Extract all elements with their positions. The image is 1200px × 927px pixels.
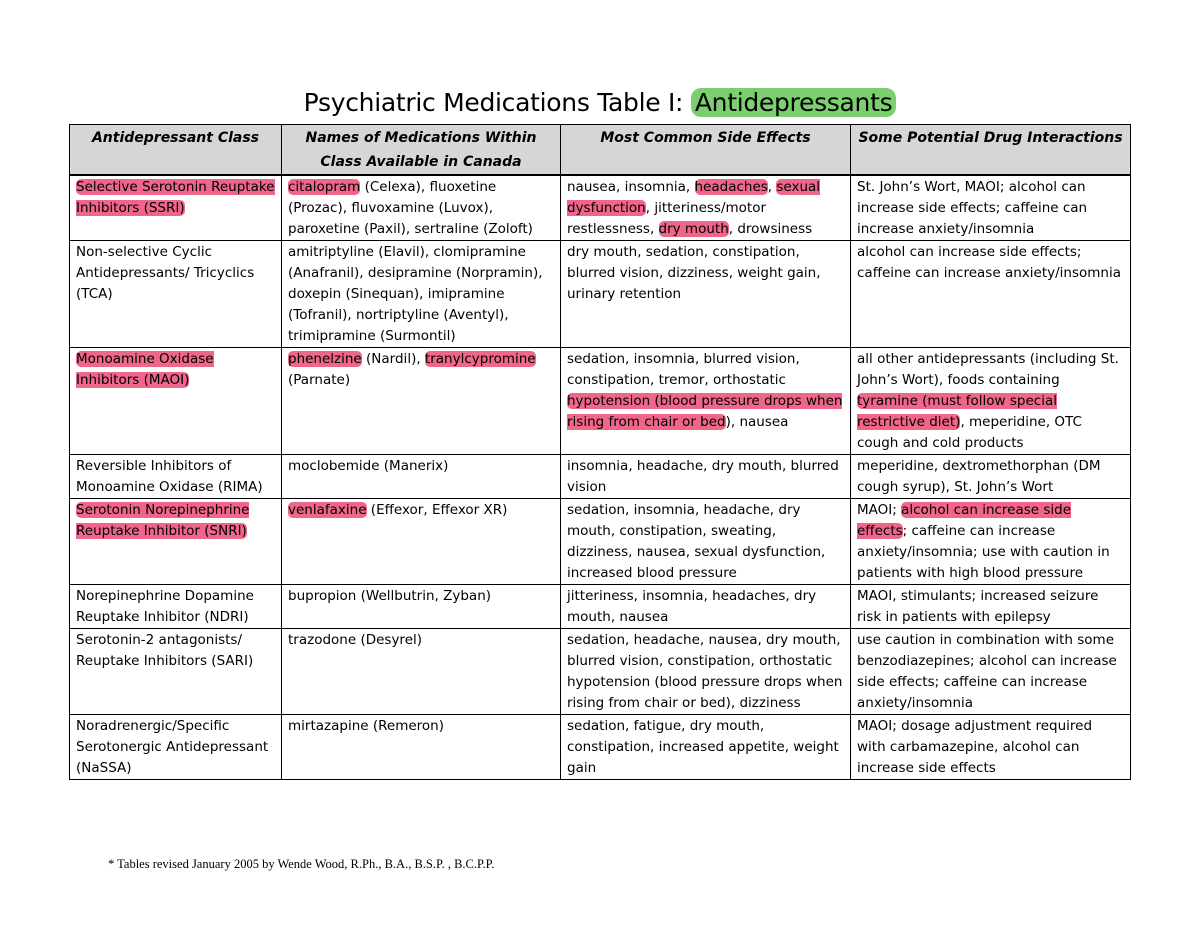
header-interactions: Some Potential Drug Interactions <box>851 125 1131 176</box>
cell-text: Noradrenergic/Specific Serotonergic Antidepressant (NaSSA) <box>76 718 269 776</box>
table-row <box>70 629 1131 715</box>
interactions-cell <box>851 175 1131 241</box>
cell-text: St. John’s Wort, MAOI; alcohol can increase side effects; caffeine can increase anxiety/insomnia <box>857 179 1088 237</box>
interactions-cell <box>851 715 1131 780</box>
antidepressants-table <box>69 124 1131 780</box>
highlighted-text: Selective Serotonin Reuptake Inhibitors (SSRI) <box>76 179 275 216</box>
highlighted-text: phenelzine <box>288 351 362 367</box>
table-row <box>70 348 1131 455</box>
medications-cell <box>282 585 561 629</box>
cell-text: sedation, insomnia, headache, dry mouth, constipation, sweating, dizziness, nausea, sexual dysfunction, increased blood pressure <box>567 502 826 581</box>
footnote: * Tables revised January 2005 by Wende Wood, R.Ph., B.A., B.S.P. , B.C.P.P. <box>108 857 495 871</box>
side-effects-cell <box>561 499 851 585</box>
class-cell <box>70 455 282 499</box>
table-row <box>70 175 1131 241</box>
table-row <box>70 241 1131 348</box>
cell-text: trazodone (Desyrel) <box>288 632 423 648</box>
medications-cell <box>282 175 561 241</box>
class-cell <box>70 241 282 348</box>
side-effects-cell <box>561 241 851 348</box>
side-effects-cell <box>561 455 851 499</box>
cell-text: sedation, insomnia, blurred vision, constipation, tremor, orthostatic <box>567 351 800 388</box>
medications-cell <box>282 499 561 585</box>
cell-text: ; caffeine can increase anxiety/insomnia; use with caution in patients with high blood pressure <box>857 523 1110 581</box>
cell-text: amitriptyline (Elavil), clomipramine (Anafranil), desipramine (Norpramin), doxepin (Sinequan), imipramine (Tofranil), nortriptyline (Aventyl), trimipramine (Surmontil) <box>288 244 543 344</box>
table-row <box>70 715 1131 780</box>
cell-text: Non-selective Cyclic Antidepressants/ Tricyclics (TCA) <box>76 244 255 302</box>
cell-text: , meperidine, OTC cough and cold products <box>857 414 1082 451</box>
cell-text: MAOI; <box>857 502 902 518</box>
medications-cell <box>282 455 561 499</box>
cell-text: sedation, headache, nausea, dry mouth, blurred vision, constipation, orthostatic hypotension (blood pressure drops when rising from chair or bed), dizziness <box>567 632 843 711</box>
side-effects-cell <box>561 348 851 455</box>
highlighted-text: hypotension (blood pressure drops when rising from chair or bed <box>567 393 843 430</box>
table-header-row <box>70 125 1131 176</box>
cell-text: (Parnate) <box>288 372 351 388</box>
highlighted-text: tranylcypromine <box>424 351 536 367</box>
cell-text: use caution in combination with some benzodiazepines; alcohol can increase side effects; caffeine can increase anxiety/insomnia <box>857 632 1117 711</box>
interactions-cell <box>851 585 1131 629</box>
interactions-cell <box>851 499 1131 585</box>
cell-text: MAOI, stimulants; increased seizure risk in patients with epilepsy <box>857 588 1099 625</box>
page-title <box>0 88 1200 117</box>
highlighted-text: alcohol can increase side effects <box>857 502 1072 539</box>
cell-text: (Nardil), <box>361 351 425 367</box>
cell-text: , drowsiness <box>728 221 813 237</box>
interactions-cell <box>851 455 1131 499</box>
interactions-cell <box>851 348 1131 455</box>
cell-text: (Effexor, Effexor XR) <box>366 502 508 518</box>
class-cell <box>70 585 282 629</box>
cell-text: Serotonin-2 antagonists/ Reuptake Inhibitors (SARI) <box>76 632 254 669</box>
interactions-cell <box>851 629 1131 715</box>
cell-text: , jitteriness/motor restlessness, <box>567 200 767 237</box>
table-body <box>70 175 1131 780</box>
class-cell <box>70 499 282 585</box>
cell-text: mirtazapine (Remeron) <box>288 718 444 734</box>
highlighted-text: headaches <box>694 179 768 195</box>
side-effects-cell <box>561 175 851 241</box>
header-class: Antidepressant Class <box>70 125 282 176</box>
class-cell <box>70 629 282 715</box>
cell-text: , <box>767 179 777 195</box>
highlighted-text: dry mouth <box>658 221 729 237</box>
title-highlight: Antidepressants <box>691 88 896 117</box>
medications-cell <box>282 348 561 455</box>
table-row <box>70 585 1131 629</box>
cell-text: ), nausea <box>725 414 789 430</box>
title-prefix: Psychiatric Medications Table I: <box>303 88 691 117</box>
class-cell <box>70 348 282 455</box>
table-row <box>70 499 1131 585</box>
cell-text: Reversible Inhibitors of Monoamine Oxidase (RIMA) <box>76 458 263 495</box>
highlighted-text: tyramine (must follow special restrictive diet) <box>857 393 1057 430</box>
highlighted-text: citalopram <box>288 179 361 195</box>
table-row <box>70 455 1131 499</box>
highlighted-text: Serotonin Norepinephrine Reuptake Inhibitor (SNRI) <box>76 502 250 539</box>
medications-cell <box>282 241 561 348</box>
header-medications: Names of Medications Within Class Available in Canada <box>282 125 561 176</box>
side-effects-cell <box>561 585 851 629</box>
highlighted-text: Monoamine Oxidase Inhibitors (MAOI) <box>76 351 214 388</box>
cell-text: all other antidepressants (including St. John’s Wort), foods containing <box>857 351 1119 388</box>
cell-text: bupropion (Wellbutrin, Zyban) <box>288 588 492 604</box>
cell-text: dry mouth, sedation, constipation, blurred vision, dizziness, weight gain, urinary retention <box>567 244 821 302</box>
interactions-cell <box>851 241 1131 348</box>
class-cell <box>70 715 282 780</box>
cell-text: jitteriness, insomnia, headaches, dry mouth, nausea <box>567 588 817 625</box>
cell-text: insomnia, headache, dry mouth, blurred vision <box>567 458 839 495</box>
header-side-effects: Most Common Side Effects <box>561 125 851 176</box>
highlighted-text: sexual dysfunction <box>567 179 821 216</box>
cell-text: meperidine, dextromethorphan (DM cough syrup), St. John’s Wort <box>857 458 1101 495</box>
medications-cell <box>282 629 561 715</box>
class-cell <box>70 175 282 241</box>
cell-text: Norepinephrine Dopamine Reuptake Inhibitor (NDRI) <box>76 588 254 625</box>
cell-text: moclobemide (Manerix) <box>288 458 449 474</box>
cell-text: nausea, insomnia, <box>567 179 695 195</box>
cell-text: (Celexa), fluoxetine (Prozac), fluvoxamine (Luvox), paroxetine (Paxil), sertraline (Zoloft) <box>288 179 533 237</box>
medications-cell <box>282 715 561 780</box>
highlighted-text: venlafaxine <box>288 502 367 518</box>
side-effects-cell <box>561 715 851 780</box>
cell-text: sedation, fatigue, dry mouth, constipation, increased appetite, weight gain <box>567 718 839 776</box>
side-effects-cell <box>561 629 851 715</box>
cell-text: alcohol can increase side effects; caffeine can increase anxiety/insomnia <box>857 244 1121 281</box>
cell-text: MAOI; dosage adjustment required with carbamazepine, alcohol can increase side effects <box>857 718 1093 776</box>
